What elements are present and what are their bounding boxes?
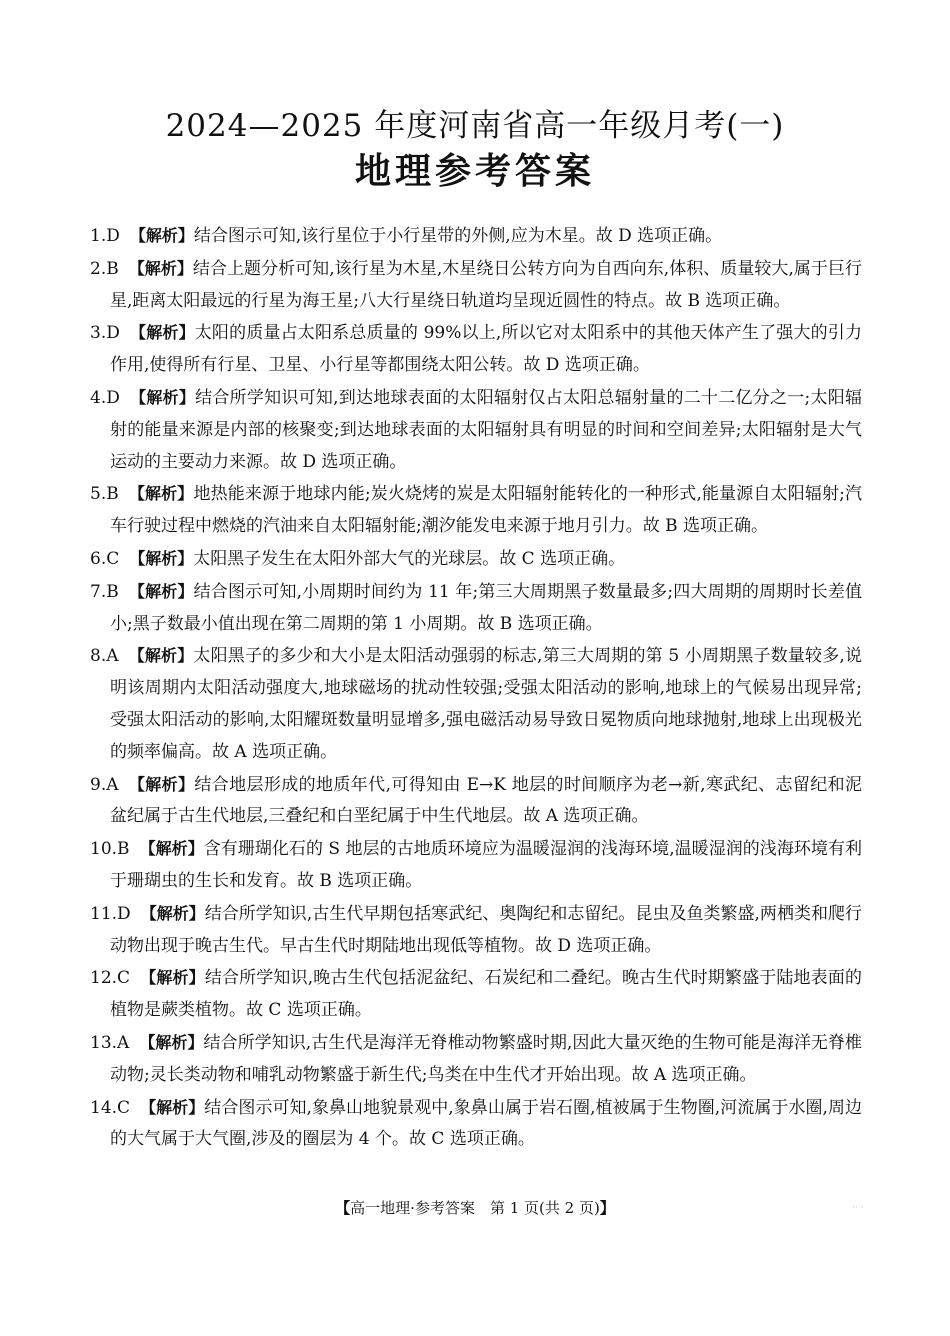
answer-number: 7. [90,581,107,602]
answer-explanation: 太阳黑子的多少和大小是太阳活动强弱的标志,第三大周期的第 5 小周期黑子数量较多,说明该周期内太阳活动强度大,地球磁场的扰动性较强;受强太阳活动的影响,地球上的气候易出现异常;受强太阳活动的影响,太阳耀斑数量明显增多,强电磁活动易导致日冕物质向地球抛射,地球上出现极光的频率偏高。故 A 选项正确。 [110,646,862,762]
answer-letter: B [106,581,119,602]
answer-letter: B [106,258,119,279]
answer-explanation: 太阳的质量占太阳系总质量的 99%以上,所以它对太阳系中的其他天体产生了强大的引力作用,使得所有行星、卫星、小行星等都围绕太阳公转。故 D 选项正确。 [110,323,862,376]
answer-number: 14. [90,1097,118,1118]
answer-explanation: 结合图示可知,该行星位于小行星带的外侧,应为木星。故 D 选项正确。 [193,226,723,246]
footer-text: 高一地理·参考答案 第 1 页(共 2 页) [350,1199,600,1217]
answer-letter: B [117,839,130,860]
answer-number: 8. [90,646,107,667]
analysis-tag: 【解析】 [129,323,195,343]
answer-number: 2. [90,258,107,279]
answer-item [90,1027,862,1092]
answer-letter: A [117,1032,130,1053]
answer-letter: C [106,548,120,569]
exam-title: 2024—2025 年度河南省高一年级月考(一) [165,108,785,144]
analysis-tag: 【解析】 [129,387,196,407]
answer-letter: C [117,968,131,989]
answer-item [90,478,862,543]
analysis-tag: 【解析】 [128,258,193,278]
answer-letter: A [106,646,119,667]
answer-explanation: 地热能来源于地球内能;炭火烧烤的炭是太阳辐射能转化的一种形式,能量源自太阳辐射;汽车行驶过程中燃烧的汽油来自太阳辐射能;潮汐能发电来源于地月引力。故 B 选项正确。 [110,484,862,537]
answer-letter: C [117,1097,131,1118]
analysis-tag: 【解析】 [128,646,194,666]
analysis-tag: 【解析】 [128,581,194,601]
answer-explanation: 结合地层形成的地质年代,可得知由 E→K 地层的时间顺序为老→新,寒武纪、志留纪和泥盆纪属于古生代地层,三叠纪和白垩纪属于中生代地层。故 A 选项正确。 [110,774,862,827]
answer-number: 9. [90,774,107,795]
answer-item [90,833,862,898]
analysis-tag: 【解析】 [140,1097,205,1117]
answer-item [90,220,862,253]
answer-item [90,382,862,478]
answer-explanation: 结合图示可知,象鼻山地貌景观中,象鼻山属于岩石圈,植被属于生物圈,河流属于水圈,周边的大气属于大气圈,涉及的圈层为 4 个。故 C 选项正确。 [110,1097,862,1150]
answer-number: 6. [90,548,107,569]
answer-list [90,220,862,1156]
answer-number: 5. [90,484,107,505]
answer-number: 3. [90,323,107,344]
answer-letter: A [106,774,119,795]
answer-explanation: 结合所学知识可知,到达地球表面的太阳辐射仅占太阳总辐射量的二十二亿分之一;太阳辐射的能量来源是内部的核聚变;到达地球表面的太阳辐射具有明显的时间和空间差异;太阳辐射是大气运动的主要动力来源。故 D 选项正确。 [110,387,862,472]
answer-number: 4. [90,387,107,408]
answer-letter: D [106,226,120,246]
answer-explanation: 结合所学知识,古生代是海洋无脊椎动物繁盛时期,因此大量灭绝的生物可能是海洋无脊椎动物;灵长类动物和哺乳动物繁盛于新生代;鸟类在中生代才开始出现。故 A 选项正确。 [110,1032,862,1085]
answer-letter: D [106,387,120,408]
analysis-tag: 【解析】 [139,839,204,859]
answer-item [90,962,862,1027]
answer-letter: B [106,484,119,505]
answer-number: 10. [90,839,118,860]
analysis-tag: 【解析】 [128,774,195,794]
answer-item [90,543,862,576]
answer-explanation: 含有珊瑚化石的 S 地层的古地质环境应为温暖湿润的浅海环境,温暖湿润的浅海环境有利于珊瑚虫的生长和发育。故 B 选项正确。 [110,839,862,891]
answer-number: 12. [90,968,118,989]
analysis-tag: 【解析】 [140,903,205,923]
answer-explanation: 结合所学知识,晚古生代包括泥盆纪、石炭纪和二叠纪。晚古生代时期繁盛于陆地表面的植物是蕨类植物。故 C 选项正确。 [110,968,862,1021]
analysis-tag: 【解析】 [140,968,205,988]
footer-open-bracket: 【 [335,1199,351,1217]
page-footer [0,1197,950,1218]
document-title: 地理参考答案 [354,151,595,192]
answer-number: 11. [90,903,118,924]
analysis-tag: 【解析】 [129,226,194,245]
analysis-tag: 【解析】 [139,1032,204,1052]
answer-item [90,769,862,834]
analysis-tag: 【解析】 [128,484,194,504]
answer-letter: D [117,903,131,924]
analysis-tag: 【解析】 [129,548,194,568]
answer-item [90,317,862,382]
answer-explanation: 太阳黑子发生在太阳外部大气的光球层。故 C 选项正确。 [193,548,626,569]
answer-letter: D [106,323,120,344]
answer-explanation: 结合所学知识,古生代早期包括寒武纪、奥陶纪和志留纪。昆虫及鱼类繁盛,两栖类和爬行动物出现于晚古生代。早古生代时期陆地出现低等植物。故 D 选项正确。 [110,903,862,956]
answer-item [90,253,862,318]
answer-number: 1. [90,226,107,246]
corner-mark: ·· · [852,1203,864,1213]
answer-number: 13. [90,1032,118,1053]
answer-item [90,898,862,963]
answer-item [90,1092,862,1157]
footer-close-bracket: 】 [599,1199,615,1217]
answer-item [90,576,862,641]
answer-item [90,640,862,768]
answer-explanation: 结合上题分析可知,该行星为木星,木星绕日公转方向为自西向东,体积、质量较大,属于巨行星,距离太阳最远的行星为海王星;八大行星绕日轨道均呈现近圆性的特点。故 B 选项正确。 [110,258,862,311]
answer-explanation: 结合图示可知,小周期时间约为 11 年;第三大周期黑子数量最多;四大周期的周期时长差值小;黑子数最小值出现在第二周期的第 1 小周期。故 B 选项正确。 [110,581,862,634]
